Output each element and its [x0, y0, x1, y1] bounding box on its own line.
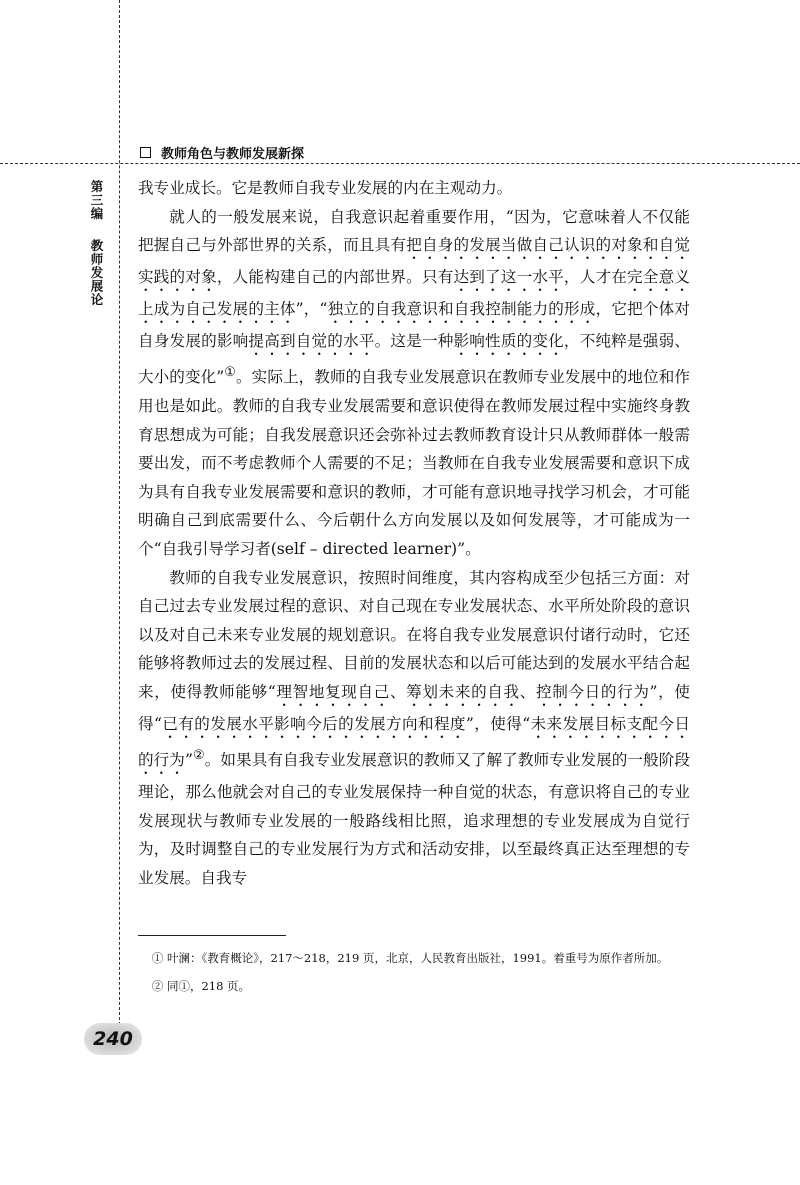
emphasis-run: 把自身的发展当做自己认识的对象和自觉实践的对象 — [138, 236, 690, 287]
emphasis-run: 未来发展目标支配今日的行为 — [138, 714, 690, 770]
text-run: ” — [184, 751, 193, 770]
side-tab — [89, 180, 109, 306]
running-header — [140, 143, 304, 162]
text-run: 。这是一种 — [374, 332, 454, 351]
footnote-1: ① 叶澜：《教育概论》，217～218，219 页，北京，人民教育出版社，1991。着重号为原作者所加。 — [151, 951, 669, 965]
side-tab-part: 第三编 — [89, 180, 104, 221]
body-text — [138, 174, 690, 892]
emphasis-run: 影响性质的变化 — [453, 332, 564, 351]
side-tab-section: 教师发展论 — [89, 238, 104, 306]
paragraph-3 — [138, 564, 690, 893]
running-header-title: 教师角色与教师发展新探 — [161, 147, 305, 162]
text-run: ，它把个体对自身发展的影响 — [138, 300, 690, 351]
emphasis-run: 提高到自觉的水平 — [248, 332, 375, 351]
footnote-rule — [138, 935, 286, 936]
margin-guide-vertical — [119, 0, 120, 1040]
emphasis-run: 达到了这一水平 — [453, 268, 564, 287]
footnote-2: ② 同①，218 页。 — [151, 979, 251, 993]
text-run: ”，“ — [295, 300, 328, 319]
emphasis-run: 理智地复现自己、筹划未来的自我、控制今日的行为 — [275, 682, 650, 701]
footnote-ref: ① — [224, 365, 237, 381]
text-run: 教师的自我专业发展意识，按照时间维度，其内容构成至少包括三方面：对自己过去专业发展过程的意识、对自己现在专业发展状态、水平所处阶段的意识以及对自己未来专业发展的规划意识。在将自我专业发展意识付诸行动时，它还能够将教师过去的发展过程、目前的发展状态和以后可能达到的发展水平结合起来，使得教师能够“ — [138, 568, 690, 701]
emphasis-run: 完全意义上成为自己发展的主体 — [138, 268, 690, 319]
emphasis-run: 独立的自我意识和自我控制能力的形成 — [327, 300, 596, 319]
footnotes — [138, 948, 690, 996]
text-run: ，人才在 — [563, 268, 628, 287]
page-number: 240 — [84, 1023, 142, 1055]
text-run: ”，使得“ — [465, 714, 531, 733]
text-run: ，不纯粹是强弱、大小的变化” — [138, 332, 690, 387]
paragraph-1: 我专业成长。它是教师自我专业发展的内在主观动力。 — [138, 179, 513, 197]
margin-guide-horizontal — [0, 163, 800, 164]
text-run: ”，使得“ — [138, 682, 690, 733]
footnote-ref: ② — [192, 747, 205, 763]
square-bullet-icon — [140, 147, 151, 158]
text-run: ，人能构建自己的内部世界。只有 — [216, 268, 454, 287]
text-run: 。实际上，教师的自我专业发展意识在教师专业发展中的地位和作用也是如此。教师的自我专业发展需要和意识使得在教师发展过程中实施终身教育思想成为可能；自我发展意识还会弥补过去教师教育设计只从教师群体一般需要出发，而不考虑教师个人需要的不足；当教师在自我专业发展需要和意识下成为具有自我专业发展需要和意识的教师，才可能有意识地寻找学习机会，才可能明确自己到底需要什么、今后朝什么方向发展以及如何发展等，才可能成为一个“自我引导学习者(self – directed learner)”。 — [138, 368, 690, 558]
text-run: 。如果具有自我专业发展意识的教师又了解了教师专业发展的一般阶段理论，那么他就会对自己的专业发展保持一种自觉的状态，有意识将自己的专业发展现状与教师专业发展的一般路线相比照，追求理想的专业发展成为自觉行为，及时调整自己的专业发展行为方式和活动安排，以至最终真正达至理想的专业发展。自我专 — [138, 751, 690, 887]
paragraph-2 — [138, 203, 690, 564]
emphasis-run: 已有的发展水平影响今后的发展方向和程度 — [161, 714, 466, 733]
text-run: 就人的一般发展来说，自我意识起着重要作用，“因为，它意味着人不仅能把握自己与外部世界的关系，而且具有 — [138, 207, 690, 255]
